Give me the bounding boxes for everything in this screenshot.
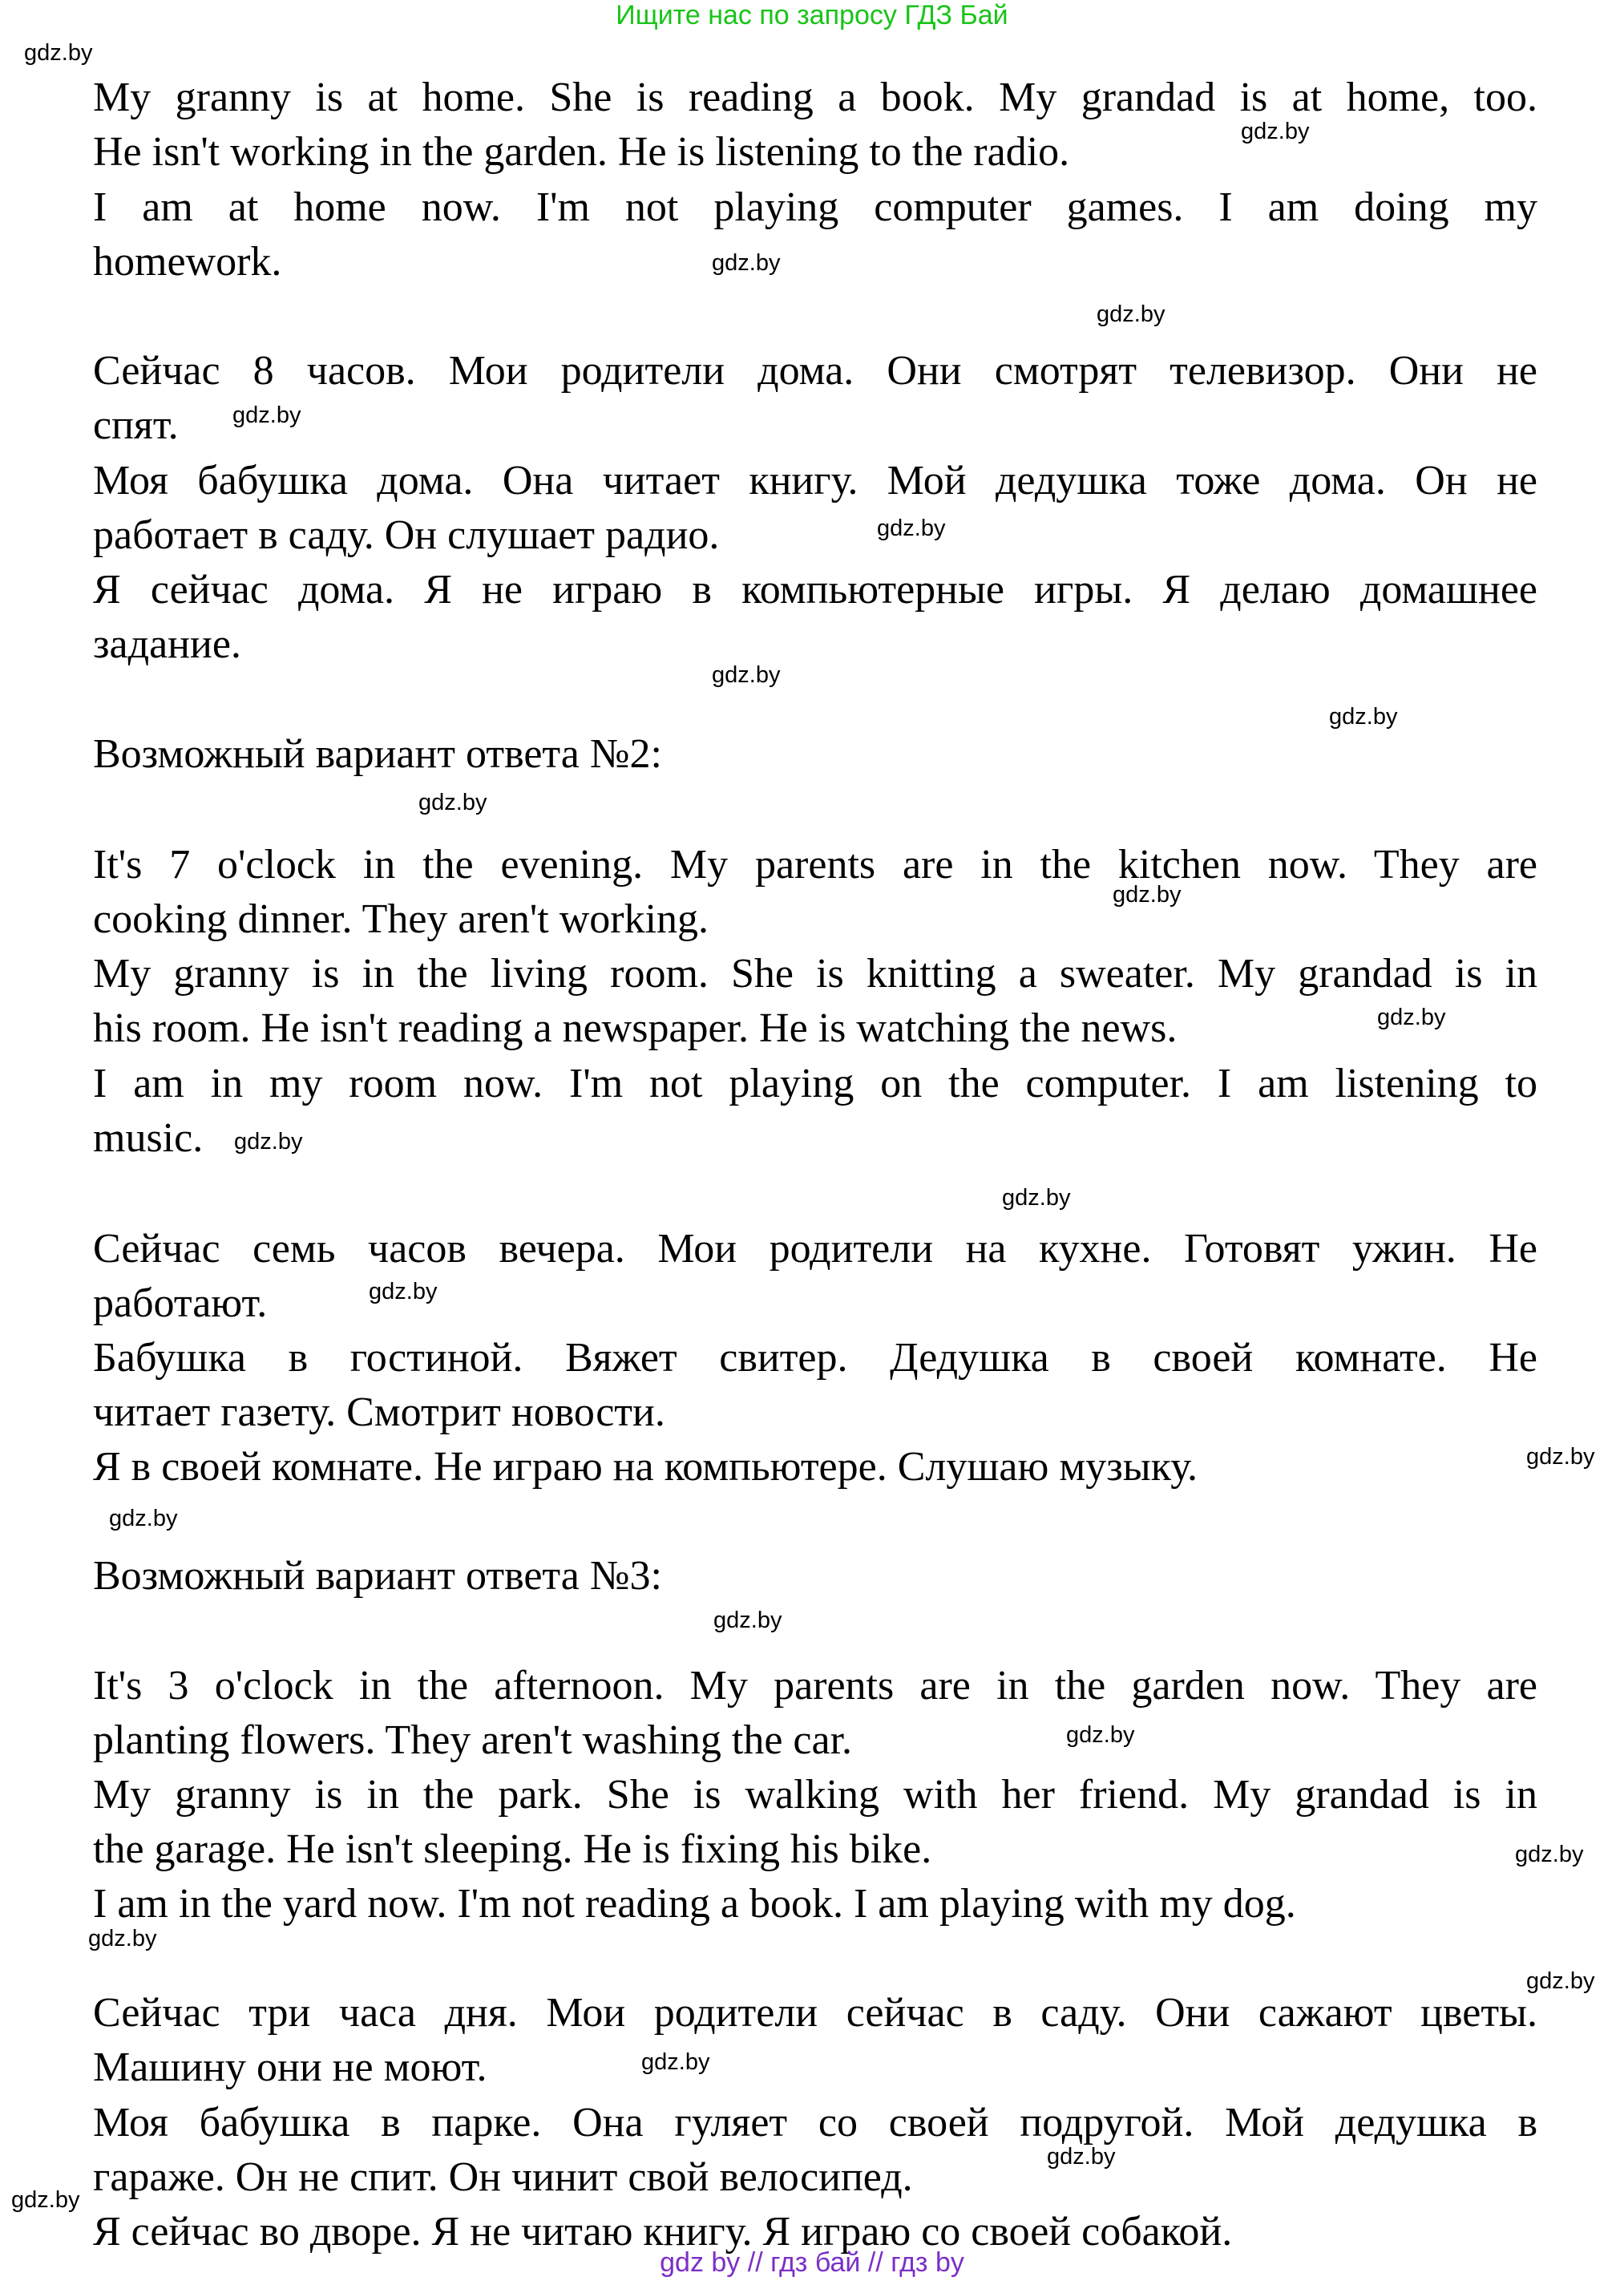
text-line: работает в саду. Он слушает радио.	[93, 512, 720, 558]
watermark: gdz.by	[88, 1926, 157, 1951]
text-line: He isn't working in the garden. He is listening to the radio.	[93, 129, 1070, 175]
watermark: gdz.by	[1515, 1842, 1584, 1867]
text-line: It's 3 o'clock in the afternoon. My parents are in the garden now. They are	[93, 1663, 1537, 1709]
watermark: gdz.by	[1526, 1968, 1595, 1994]
text-line: Сейчас семь часов вечера. Мои родители на кухне. Готовят ужин. Не	[93, 1226, 1537, 1272]
watermark: gdz.by	[641, 2049, 710, 2075]
watermark: gdz.by	[1113, 882, 1182, 908]
watermark: gdz.by	[1002, 1185, 1071, 1211]
text-line: Бабушка в гостиной. Вяжет свитер. Дедушка в своей комнате. Не	[93, 1335, 1537, 1381]
text-line: Я сейчас дома. Я не играю в компьютерные игры. Я делаю домашнее	[93, 567, 1537, 613]
watermark: gdz.by	[1066, 1722, 1135, 1748]
text-line: music.	[93, 1115, 204, 1161]
watermark: gdz.by	[712, 250, 781, 276]
text-line: Я в своей комнате. Не играю на компьютере. Слушаю музыку.	[93, 1444, 1198, 1490]
section-heading: Возможный вариант ответа №3:	[93, 1553, 662, 1599]
text-line: It's 7 o'clock in the evening. My parents are in the kitchen now. They are	[93, 842, 1537, 888]
text-line: Моя бабушка дома. Она читает книгу. Мой дедушка тоже дома. Он не	[93, 458, 1537, 504]
footer-banner[interactable]: gdz by // гдз бай // гдз by	[660, 2247, 964, 2278]
text-line: гараже. Он не спит. Он чинит свой велосипед.	[93, 2154, 913, 2200]
text-line: the garage. He isn't sleeping. He is fixing his bike.	[93, 1826, 932, 1872]
text-line: My granny is at home. She is reading a book. My grandad is at home, too.	[93, 75, 1537, 120]
text-line: работают.	[93, 1280, 268, 1326]
text-line: I am in the yard now. I'm not reading a book. I am playing with my dog.	[93, 1881, 1296, 1927]
watermark: gdz.by	[877, 516, 946, 541]
text-line: читает газету. Смотрит новости.	[93, 1389, 665, 1435]
watermark: gdz.by	[1526, 1444, 1595, 1470]
watermark: gdz.by	[232, 402, 301, 428]
text-line: Я сейчас во дворе. Я не читаю книгу. Я играю со своей собакой.	[93, 2209, 1233, 2255]
text-line: planting flowers. They aren't washing the car.	[93, 1717, 853, 1763]
text-line: Сейчас три часа дня. Мои родители сейчас в саду. Они сажают цветы.	[93, 1990, 1537, 2036]
watermark: gdz.by	[234, 1129, 303, 1155]
watermark: gdz.by	[713, 1608, 782, 1633]
watermark: gdz.by	[109, 1506, 178, 1531]
watermark: gdz.by	[1241, 119, 1310, 144]
section-heading: Возможный вариант ответа №2:	[93, 731, 662, 777]
watermark: gdz.by	[1047, 2144, 1116, 2170]
watermark: gdz.by	[11, 2187, 80, 2213]
text-line: cooking dinner. They aren't working.	[93, 896, 709, 942]
watermark: gdz.by	[1329, 704, 1398, 730]
watermark: gdz.by	[1377, 1005, 1446, 1030]
text-line: задание.	[93, 621, 241, 667]
watermark: gdz.by	[1097, 301, 1165, 327]
text-line: homework.	[93, 239, 282, 285]
text-line: My granny is in the park. She is walking with her friend. My grandad is in	[93, 1772, 1537, 1818]
text-line: спят.	[93, 402, 179, 448]
text-line: Машину они не моют.	[93, 2044, 487, 2090]
watermark: gdz.by	[712, 662, 781, 688]
text-line: his room. He isn't reading a newspaper. He is watching the news.	[93, 1005, 1178, 1051]
text-line: I am in my room now. I'm not playing on the computer. I am listening to	[93, 1061, 1537, 1106]
text-line: Моя бабушка в парке. Она гуляет со своей подругой. Мой дедушка в	[93, 2100, 1537, 2146]
text-line: Сейчас 8 часов. Мои родители дома. Они смотрят телевизор. Они не	[93, 348, 1537, 394]
watermark: gdz.by	[24, 40, 93, 66]
header-banner[interactable]: Ищите нас по запросу ГДЗ Бай	[616, 0, 1008, 30]
watermark: gdz.by	[369, 1279, 438, 1304]
watermark: gdz.by	[418, 790, 487, 815]
text-line: My granny is in the living room. She is knitting a sweater. My grandad is in	[93, 951, 1537, 997]
text-line: I am at home now. I'm not playing computer games. I am doing my	[93, 184, 1537, 230]
